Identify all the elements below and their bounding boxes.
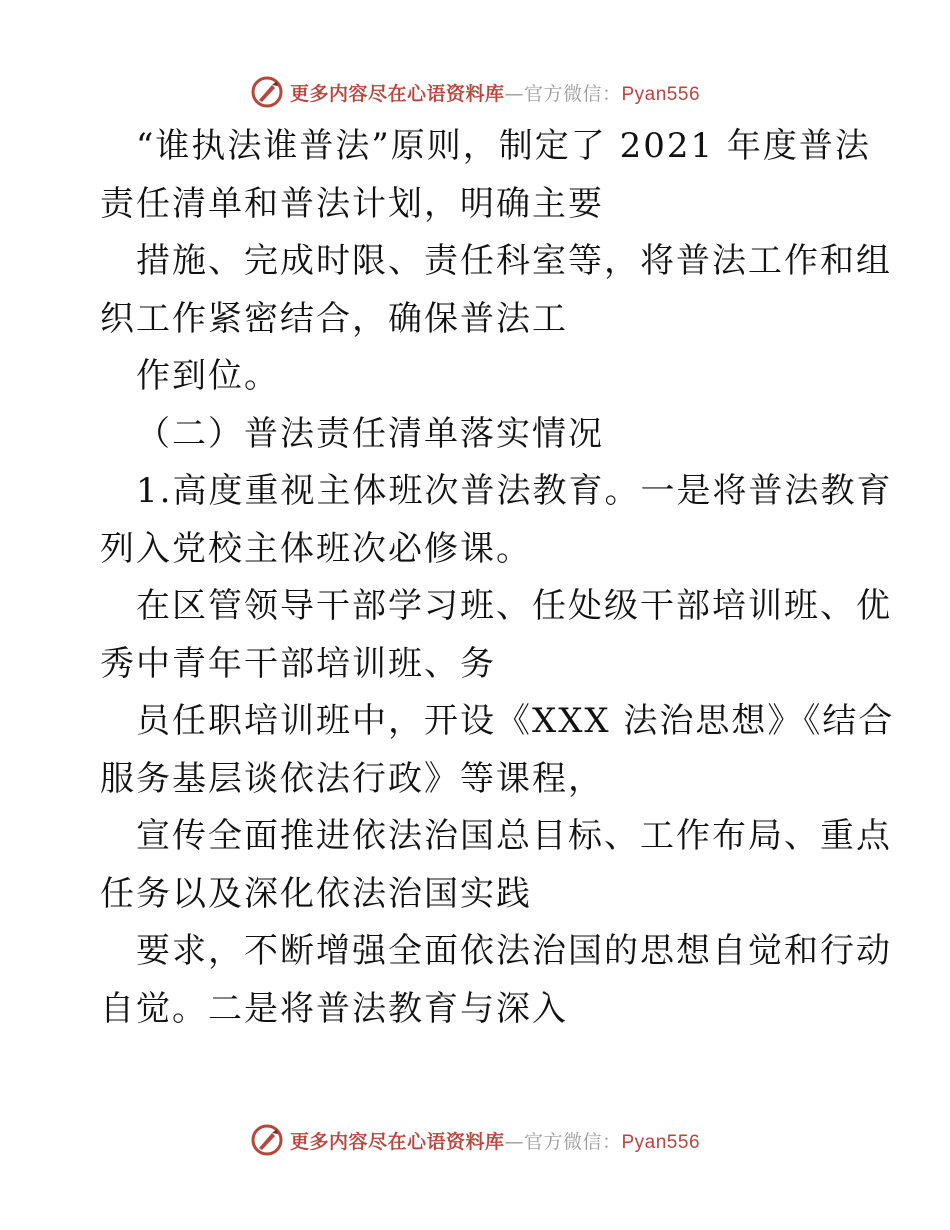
quill-logo-icon bbox=[250, 75, 284, 109]
watermark-contact-label: 官方微信： bbox=[523, 1130, 622, 1153]
body-line: 1.高度重视主体班次普法教育。一是将普法教育 bbox=[136, 471, 893, 511]
watermark-site: 更多内容尽在心语资料库 bbox=[289, 1130, 505, 1153]
watermark-contact-label: 官方微信： bbox=[523, 82, 622, 105]
body-line: 自觉。二是将普法教育与深入 bbox=[100, 988, 568, 1029]
body-line: 员任职培训班中，开设《XXX 法治思想》《结合 bbox=[136, 701, 895, 741]
body-line: 列入党校主体班次必修课。 bbox=[100, 528, 532, 569]
section-heading: （二）普法责任清单落实情况 bbox=[136, 413, 604, 454]
watermark-separator: — bbox=[504, 1130, 524, 1153]
body-line: 织工作紧密结合，确保普法工 bbox=[100, 298, 568, 339]
body-line: 作到位。 bbox=[136, 356, 280, 396]
body-line: 在区管领导干部学习班、任处级干部培训班、优 bbox=[136, 586, 892, 626]
watermark-text bbox=[290, 1127, 700, 1154]
watermark-wechat-id: Pyan556 bbox=[621, 83, 701, 105]
watermark-wechat-id: Pyan556 bbox=[621, 1131, 701, 1153]
watermark-site: 更多内容尽在心语资料库 bbox=[289, 82, 505, 105]
body-line: 秀中青年干部培训班、务 bbox=[100, 643, 496, 684]
watermark-separator: — bbox=[504, 82, 524, 105]
header-watermark bbox=[0, 72, 950, 112]
body-line: “谁执法谁普法”原则，制定了 2021 年度普法 bbox=[136, 126, 871, 166]
body-line: 要求，不断增强全面依法治国的思想自觉和行动 bbox=[136, 931, 892, 971]
body-line: 宣传全面推进依法治国总目标、工作布局、重点 bbox=[136, 816, 892, 856]
body-line: 措施、完成时限、责任科室等，将普法工作和组 bbox=[136, 241, 892, 281]
body-line: 责任清单和普法计划，明确主要 bbox=[100, 183, 604, 224]
quill-logo-icon bbox=[250, 1123, 284, 1157]
body-line: 任务以及深化依法治国实践 bbox=[100, 873, 532, 914]
body-line: 服务基层谈依法行政》等课程， bbox=[100, 758, 604, 799]
watermark-text bbox=[290, 79, 700, 106]
footer-watermark bbox=[0, 1120, 950, 1160]
document-body bbox=[100, 118, 895, 1038]
